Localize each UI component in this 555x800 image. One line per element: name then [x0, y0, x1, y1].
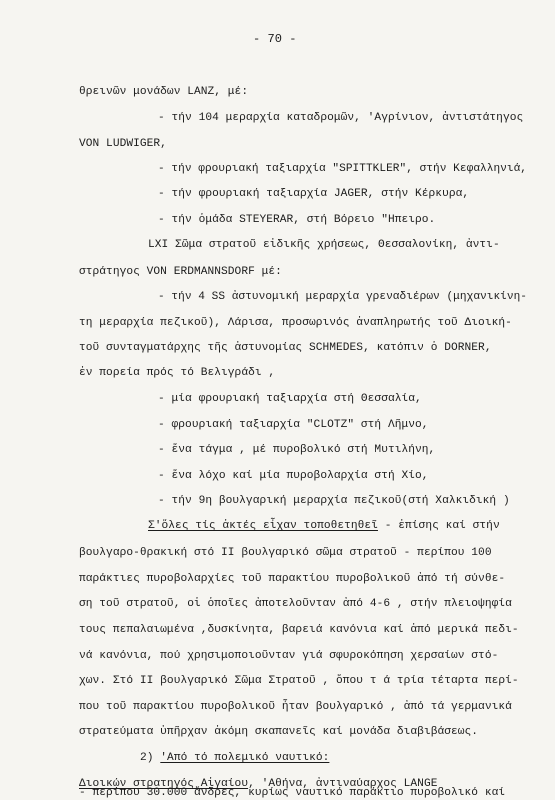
text-line: ἐν πορεία πρός τό Βελιγράδι , — [79, 367, 276, 379]
text-line: - ἕνα λόχο καί μία πυροβολαρχία στή Χίο, — [158, 470, 429, 482]
text-line: στράτηγος VON ERDMANNSDORF μέ: — [79, 266, 282, 278]
text-line: - τήν ὁμάδα STEYERAR, στή Βόρειο "Ηπειρο. — [158, 214, 436, 226]
text-line: - τήν 4 SS ἀστυνομική μεραρχία γρεναδιέρων (μηχανικίνη- — [158, 291, 527, 303]
text-line: - τήν φρουριακή ταξιαρχία "SPITTKLER", στήν Κεφαλληνιά, — [158, 163, 527, 175]
text-line: θρεινῶν μονάδων LANZ, μέ: — [79, 86, 249, 98]
text-line: τη μεραρχία πεζικοῦ), Λάρισα, προσωρινός ἀναπληρωτής τοῦ Διοική- — [79, 317, 512, 329]
text-line — [140, 751, 329, 765]
text-line: βουλγαρο-θρακική στό II βουλγαρικό σῶμα στρατοῦ - περίπου 100 — [79, 547, 492, 559]
line-continuation: - ἐπίσης καί στήν — [377, 520, 500, 532]
text-line: - τήν 9η βουλγαρική μεραρχία πεζικοῦ(στή Χαλκιδική ) — [158, 495, 510, 507]
text-line: νά κανόνια, πού χρησιμοποιοῦνταν γιά σφυροκόπηση χερσαίων στό- — [79, 650, 499, 662]
text-line: που τοῦ παρακτίου πυροβολικοῦ ἦταν βουλγαρικό , ἀπό τά γερμανικά — [79, 701, 512, 713]
underlined-heading: Σ'ὅλες τίς ἀκτές εἶχαν τοποθετηθεῖ — [148, 520, 378, 532]
text-line: ση τοῦ στρατοῦ, οἱ ὁποῖες ἀποτελοῦνταν ἀπό 4-6 , στήν πλειοψηφία — [79, 598, 512, 610]
text-line: - φρουριακή ταξιαρχία "CLOTZ" στή Λῆμνο, — [158, 419, 429, 431]
text-line: - τήν 104 μεραρχία καταδρομῶν, 'Αγρίνιον, ἀντιστάτηγος — [158, 112, 524, 124]
text-line: χων. Στό II βουλγαρικό Σῶμα Στρατοῦ , ὅπου τ ά τρία τέταρτα περί- — [79, 675, 519, 687]
text-line: - μία φρουριακή ταξιαρχία στή Θεσσαλία, — [158, 393, 422, 405]
line-continuation: , 'Αθήνα, ἀντιναύαρχος LANGE — [248, 778, 438, 790]
text-line: τοῦ συνταγματάρχης τῆς ἀστυνομίας SCHMEDES, κατόπιν ὁ DORNER, — [79, 342, 492, 354]
underlined-heading: Διοικών στρατηγός Αἰγαίου — [79, 778, 249, 790]
text-line — [148, 519, 500, 533]
text-line: - τήν φρουριακή ταξιαρχία JAGER, στήν Κέρκυρα, — [158, 188, 470, 200]
section-heading: 'Από τό πολεμικό ναυτικό: — [160, 752, 330, 764]
text-line: LXI Σῶμα στρατοῦ εἰδικῆς χρήσεως, Θεσσαλονίκη, ἀντι- — [148, 239, 500, 251]
text-line: τους πεπαλαιωμένα ,δυσκίνητα, βαρειά κανόνια καί ἀπό μερικά πεδι- — [79, 624, 519, 636]
text-line: στρατεύματα ὑπῆρχαν ἀκόμη σκαπανεῖς καί μονάδα διαβιβάσεως. — [79, 726, 479, 738]
text-line: παράκτιες πυροβολαρχίες τοῦ παρακτίου πυροβολικοῦ ἀπό τή σύνθε- — [79, 573, 506, 585]
section-number: 2) — [140, 752, 161, 764]
text-line: - περίπου 30.000 ἄνδρες, κυρίως ναυτικό παράκτιο πυροβολικό καί — [79, 787, 506, 799]
page-number: - 70 - — [253, 32, 297, 46]
text-line: VON LUDWIGER, — [79, 138, 167, 150]
text-line: - ἕνα τάγμα , μέ πυροβολικό στή Μυτιλήνη, — [158, 444, 436, 456]
